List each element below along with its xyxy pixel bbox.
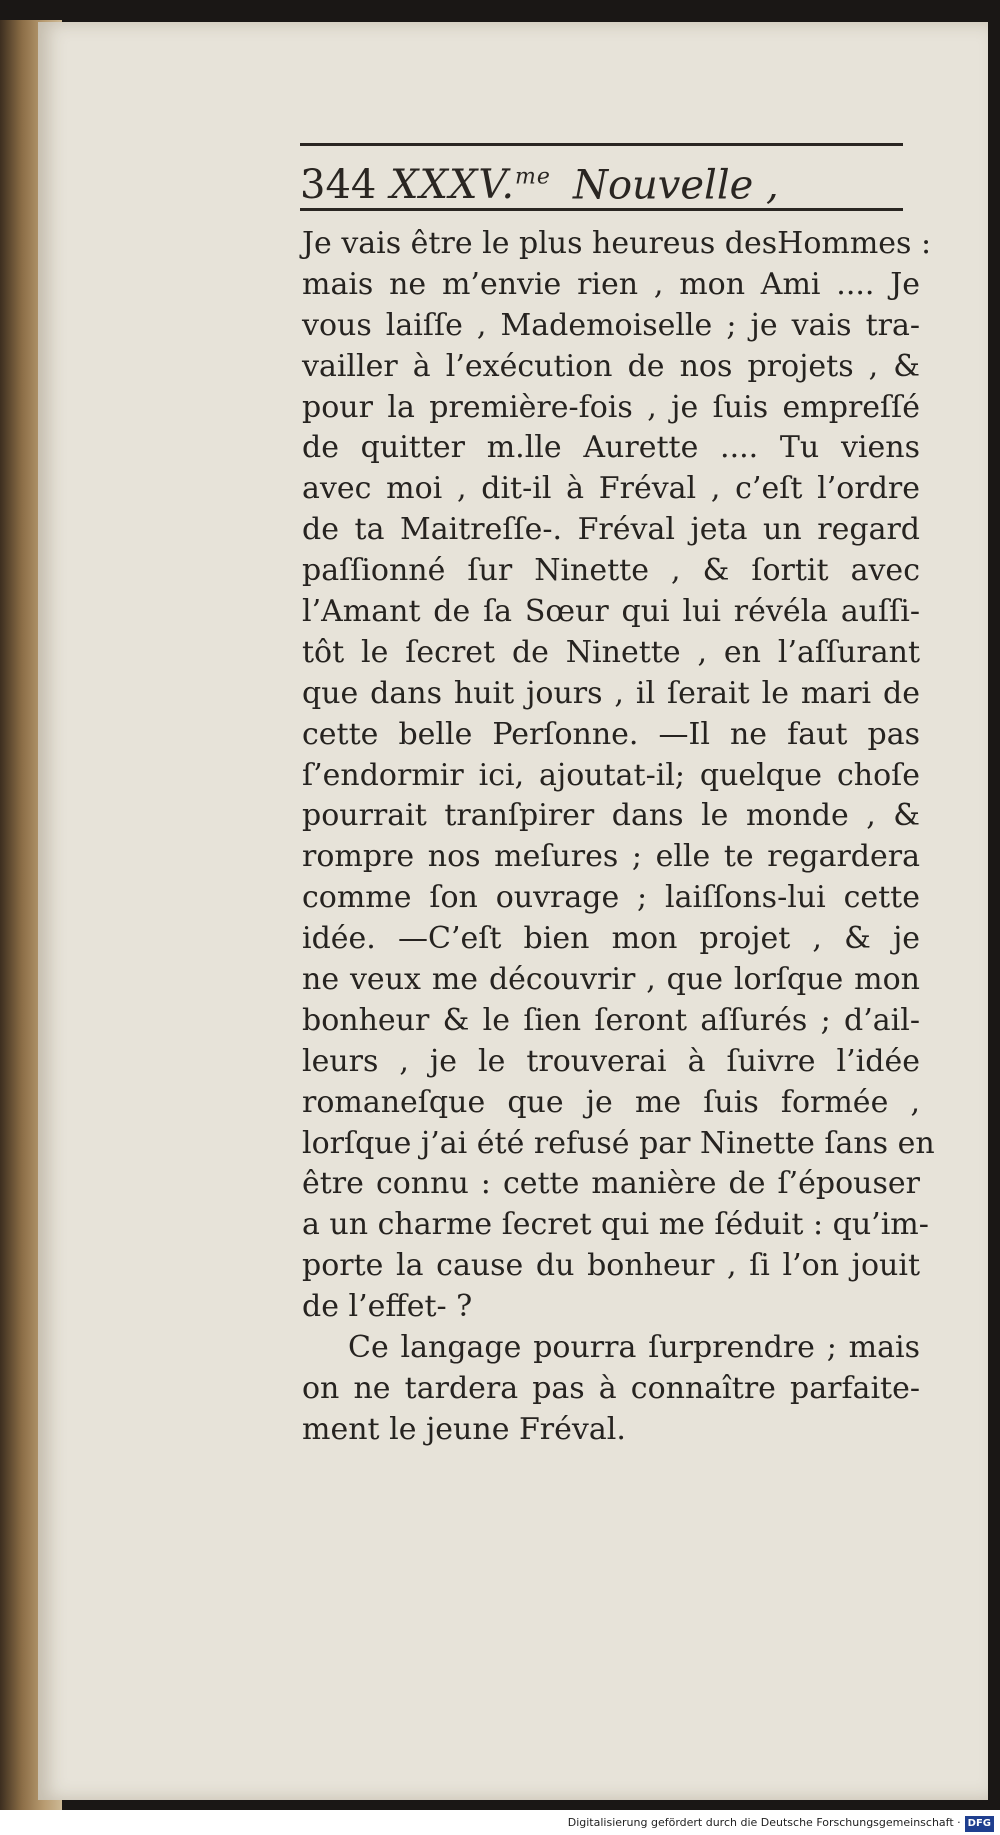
text-line: de ta Maitreſſe-. Fréval jeta un regard: [302, 512, 920, 548]
text-line: que dans huit jours , il ſerait le mari de: [302, 675, 920, 711]
funding-credit: [568, 1815, 994, 1831]
text-line: comme ſon ouvrage ; laiſſons-lui cette: [302, 880, 920, 916]
text-line: mais ne m’envie rien , mon Ami .... Je: [302, 266, 920, 302]
running-head: [300, 150, 910, 209]
paragraph-first-line: Ce langage pourra ſurprendre ; mais: [348, 1330, 920, 1366]
text-line: Je vais être le plus heureus desHommes :: [302, 226, 932, 261]
text-line: on ne tardera pas à connaître parfaite-: [302, 1370, 920, 1406]
header-rule-bottom: [300, 208, 903, 211]
text-line: leurs , je le trouverai à ſuivre l’idée: [302, 1043, 920, 1079]
chapter-heading: [390, 162, 551, 208]
text-line: bonheur & le ſien ſeront aſſurés ; d’ail-: [302, 1002, 920, 1038]
text-line: ſ’endormir ici, ajoutat-il; quelque choſe: [302, 757, 920, 793]
page-number: 344: [300, 162, 377, 209]
text-line: porte la cause du bonheur , ſi l’on jouit: [302, 1248, 920, 1284]
dfg-logo-icon: DFG: [965, 1816, 994, 1832]
chapter-number: XXXV.: [390, 162, 516, 209]
text-line: a un charme ſecret qui me ſéduit : qu’im-: [302, 1207, 929, 1243]
header-rule-top: [300, 143, 903, 146]
text-line: rompre nos meſures ; elle te regardera: [302, 839, 920, 875]
text-line: être connu : cette manière de ſ’épouser: [302, 1166, 920, 1202]
text-line: l’Amant de ſa Sœur qui lui révéla auſſi-: [302, 594, 920, 630]
text-line: vous laiſſe , Mademoiselle ; je vais tra-: [302, 307, 920, 343]
text-line: ne veux me découvrir , que lorſque mon: [302, 962, 920, 998]
text-line: pour la première-fois , je ſuis empreſſé: [302, 389, 920, 425]
text-line: cette belle Perſonne. —Il ne faut pas: [302, 716, 920, 752]
text-line: avec moi , dit-il à Fréval , c’eſt l’ordre: [302, 471, 920, 507]
credit-text: Digitalisierung gefördert durch die Deutsche Forschungsgemeinschaft ·: [567, 1816, 961, 1829]
body-text: [302, 224, 935, 1451]
paragraph-end-line: ment le jeune Fréval.: [302, 1411, 626, 1447]
text-line: romaneſque que je me ſuis formée ,: [302, 1084, 920, 1120]
text-line: idée. —C’eſt bien mon projet , & je: [302, 921, 920, 957]
chapter-ordinal-suffix: me: [515, 165, 551, 190]
text-line: vailler à l’exécution de nos projets , &: [302, 348, 920, 384]
text-line: paſſionné ſur Ninette , & ſortit avec: [302, 553, 920, 589]
text-line: pourrait tranſpirer dans le monde , &: [302, 798, 920, 834]
text-line: de quitter m.lle Aurette .... Tu viens: [302, 430, 920, 466]
running-title: Nouvelle ,: [572, 162, 779, 209]
paragraph-end-line: de l’effet- ?: [302, 1289, 473, 1325]
text-line: lorſque j’ai été refusé par Ninette ſans en: [302, 1125, 935, 1161]
text-line: tôt le ſecret de Ninette , en l’aſſurant: [302, 634, 920, 670]
